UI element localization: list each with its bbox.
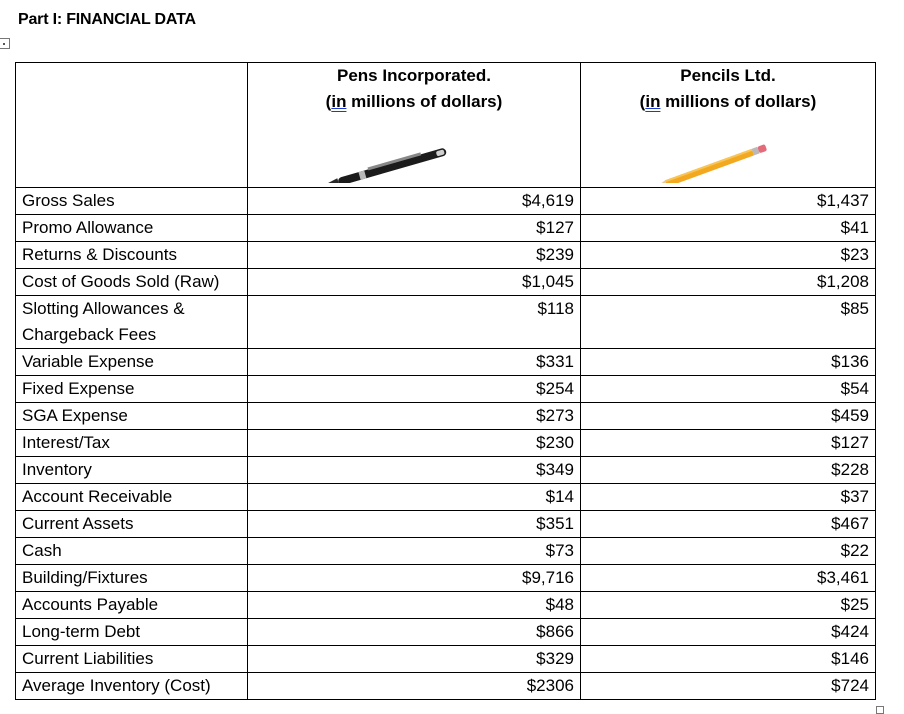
table-row bbox=[16, 592, 876, 619]
pencils-value: $459 bbox=[581, 403, 876, 430]
pens-value: $1,045 bbox=[248, 269, 581, 296]
table-row bbox=[16, 619, 876, 646]
table-row bbox=[16, 673, 876, 700]
pencils-value: $37 bbox=[581, 484, 876, 511]
row-label: Cash bbox=[16, 538, 248, 565]
pens-value: $127 bbox=[248, 215, 581, 242]
row-label: Returns & Discounts bbox=[16, 242, 248, 269]
pencil-icon bbox=[581, 143, 876, 183]
table-row bbox=[16, 215, 876, 242]
table-resize-handle-icon[interactable] bbox=[876, 706, 884, 714]
page-title: Part I: FINANCIAL DATA bbox=[18, 11, 196, 28]
row-label: Current Assets bbox=[16, 511, 248, 538]
pens-value: $329 bbox=[248, 646, 581, 673]
pencils-value: $23 bbox=[581, 242, 876, 269]
table-row bbox=[16, 565, 876, 592]
pens-value: $349 bbox=[248, 457, 581, 484]
pencils-value: $54 bbox=[581, 376, 876, 403]
pencils-value: $136 bbox=[581, 349, 876, 376]
row-label: Cost of Goods Sold (Raw) bbox=[16, 269, 248, 296]
table-row bbox=[16, 646, 876, 673]
pencils-value: $127 bbox=[581, 430, 876, 457]
table-row bbox=[16, 296, 876, 349]
row-label: Building/Fixtures bbox=[16, 565, 248, 592]
row-label: Current Liabilities bbox=[16, 646, 248, 673]
pencils-value: $228 bbox=[581, 457, 876, 484]
pencils-value: $1,208 bbox=[581, 269, 876, 296]
pens-value: $351 bbox=[248, 511, 581, 538]
row-label: Variable Expense bbox=[16, 349, 248, 376]
pencils-value: $85 bbox=[581, 296, 876, 349]
company-unit: (in millions of dollars) bbox=[325, 92, 503, 111]
table-row bbox=[16, 242, 876, 269]
company-unit: (in millions of dollars) bbox=[639, 92, 817, 111]
pens-value: $273 bbox=[248, 403, 581, 430]
table-row bbox=[16, 376, 876, 403]
table-move-handle-icon[interactable] bbox=[0, 38, 10, 49]
company-header-pens bbox=[248, 63, 581, 188]
table-row bbox=[16, 430, 876, 457]
table-row bbox=[16, 538, 876, 565]
row-label: Gross Sales bbox=[16, 188, 248, 215]
table-row bbox=[16, 484, 876, 511]
company-header-pencils bbox=[581, 63, 876, 188]
table-row bbox=[16, 403, 876, 430]
pens-value: $230 bbox=[248, 430, 581, 457]
financial-data-table bbox=[15, 62, 876, 700]
pencils-value: $467 bbox=[581, 511, 876, 538]
pencils-value: $41 bbox=[581, 215, 876, 242]
row-label: Account Receivable bbox=[16, 484, 248, 511]
pencils-value: $25 bbox=[581, 592, 876, 619]
pens-value: $73 bbox=[248, 538, 581, 565]
pens-value: $14 bbox=[248, 484, 581, 511]
table-row bbox=[16, 188, 876, 215]
table-row bbox=[16, 269, 876, 296]
table-row bbox=[16, 511, 876, 538]
pencils-value: $1,437 bbox=[581, 188, 876, 215]
pens-value: $331 bbox=[248, 349, 581, 376]
table-row bbox=[16, 349, 876, 376]
row-label: Accounts Payable bbox=[16, 592, 248, 619]
pens-value: $239 bbox=[248, 242, 581, 269]
row-label: Average Inventory (Cost) bbox=[16, 673, 248, 700]
pens-value: $2306 bbox=[248, 673, 581, 700]
pen-icon bbox=[248, 143, 581, 183]
pens-value: $9,716 bbox=[248, 565, 581, 592]
pencils-value: $724 bbox=[581, 673, 876, 700]
row-label: Fixed Expense bbox=[16, 376, 248, 403]
row-label: Slotting Allowances & Chargeback Fees bbox=[16, 296, 248, 349]
pencils-value: $22 bbox=[581, 538, 876, 565]
pens-value: $866 bbox=[248, 619, 581, 646]
row-label: SGA Expense bbox=[16, 403, 248, 430]
table-row bbox=[16, 457, 876, 484]
pens-value: $4,619 bbox=[248, 188, 581, 215]
header-row bbox=[16, 63, 876, 188]
pens-value: $48 bbox=[248, 592, 581, 619]
row-label: Promo Allowance bbox=[16, 215, 248, 242]
pencils-value: $424 bbox=[581, 619, 876, 646]
pencils-value: $146 bbox=[581, 646, 876, 673]
company-name: Pencils Ltd. bbox=[680, 66, 776, 85]
row-label: Inventory bbox=[16, 457, 248, 484]
company-name: Pens Incorporated. bbox=[337, 66, 491, 85]
pencils-value: $3,461 bbox=[581, 565, 876, 592]
row-label: Long-term Debt bbox=[16, 619, 248, 646]
pens-value: $118 bbox=[248, 296, 581, 349]
header-empty-cell bbox=[16, 63, 248, 188]
row-label: Interest/Tax bbox=[16, 430, 248, 457]
pens-value: $254 bbox=[248, 376, 581, 403]
